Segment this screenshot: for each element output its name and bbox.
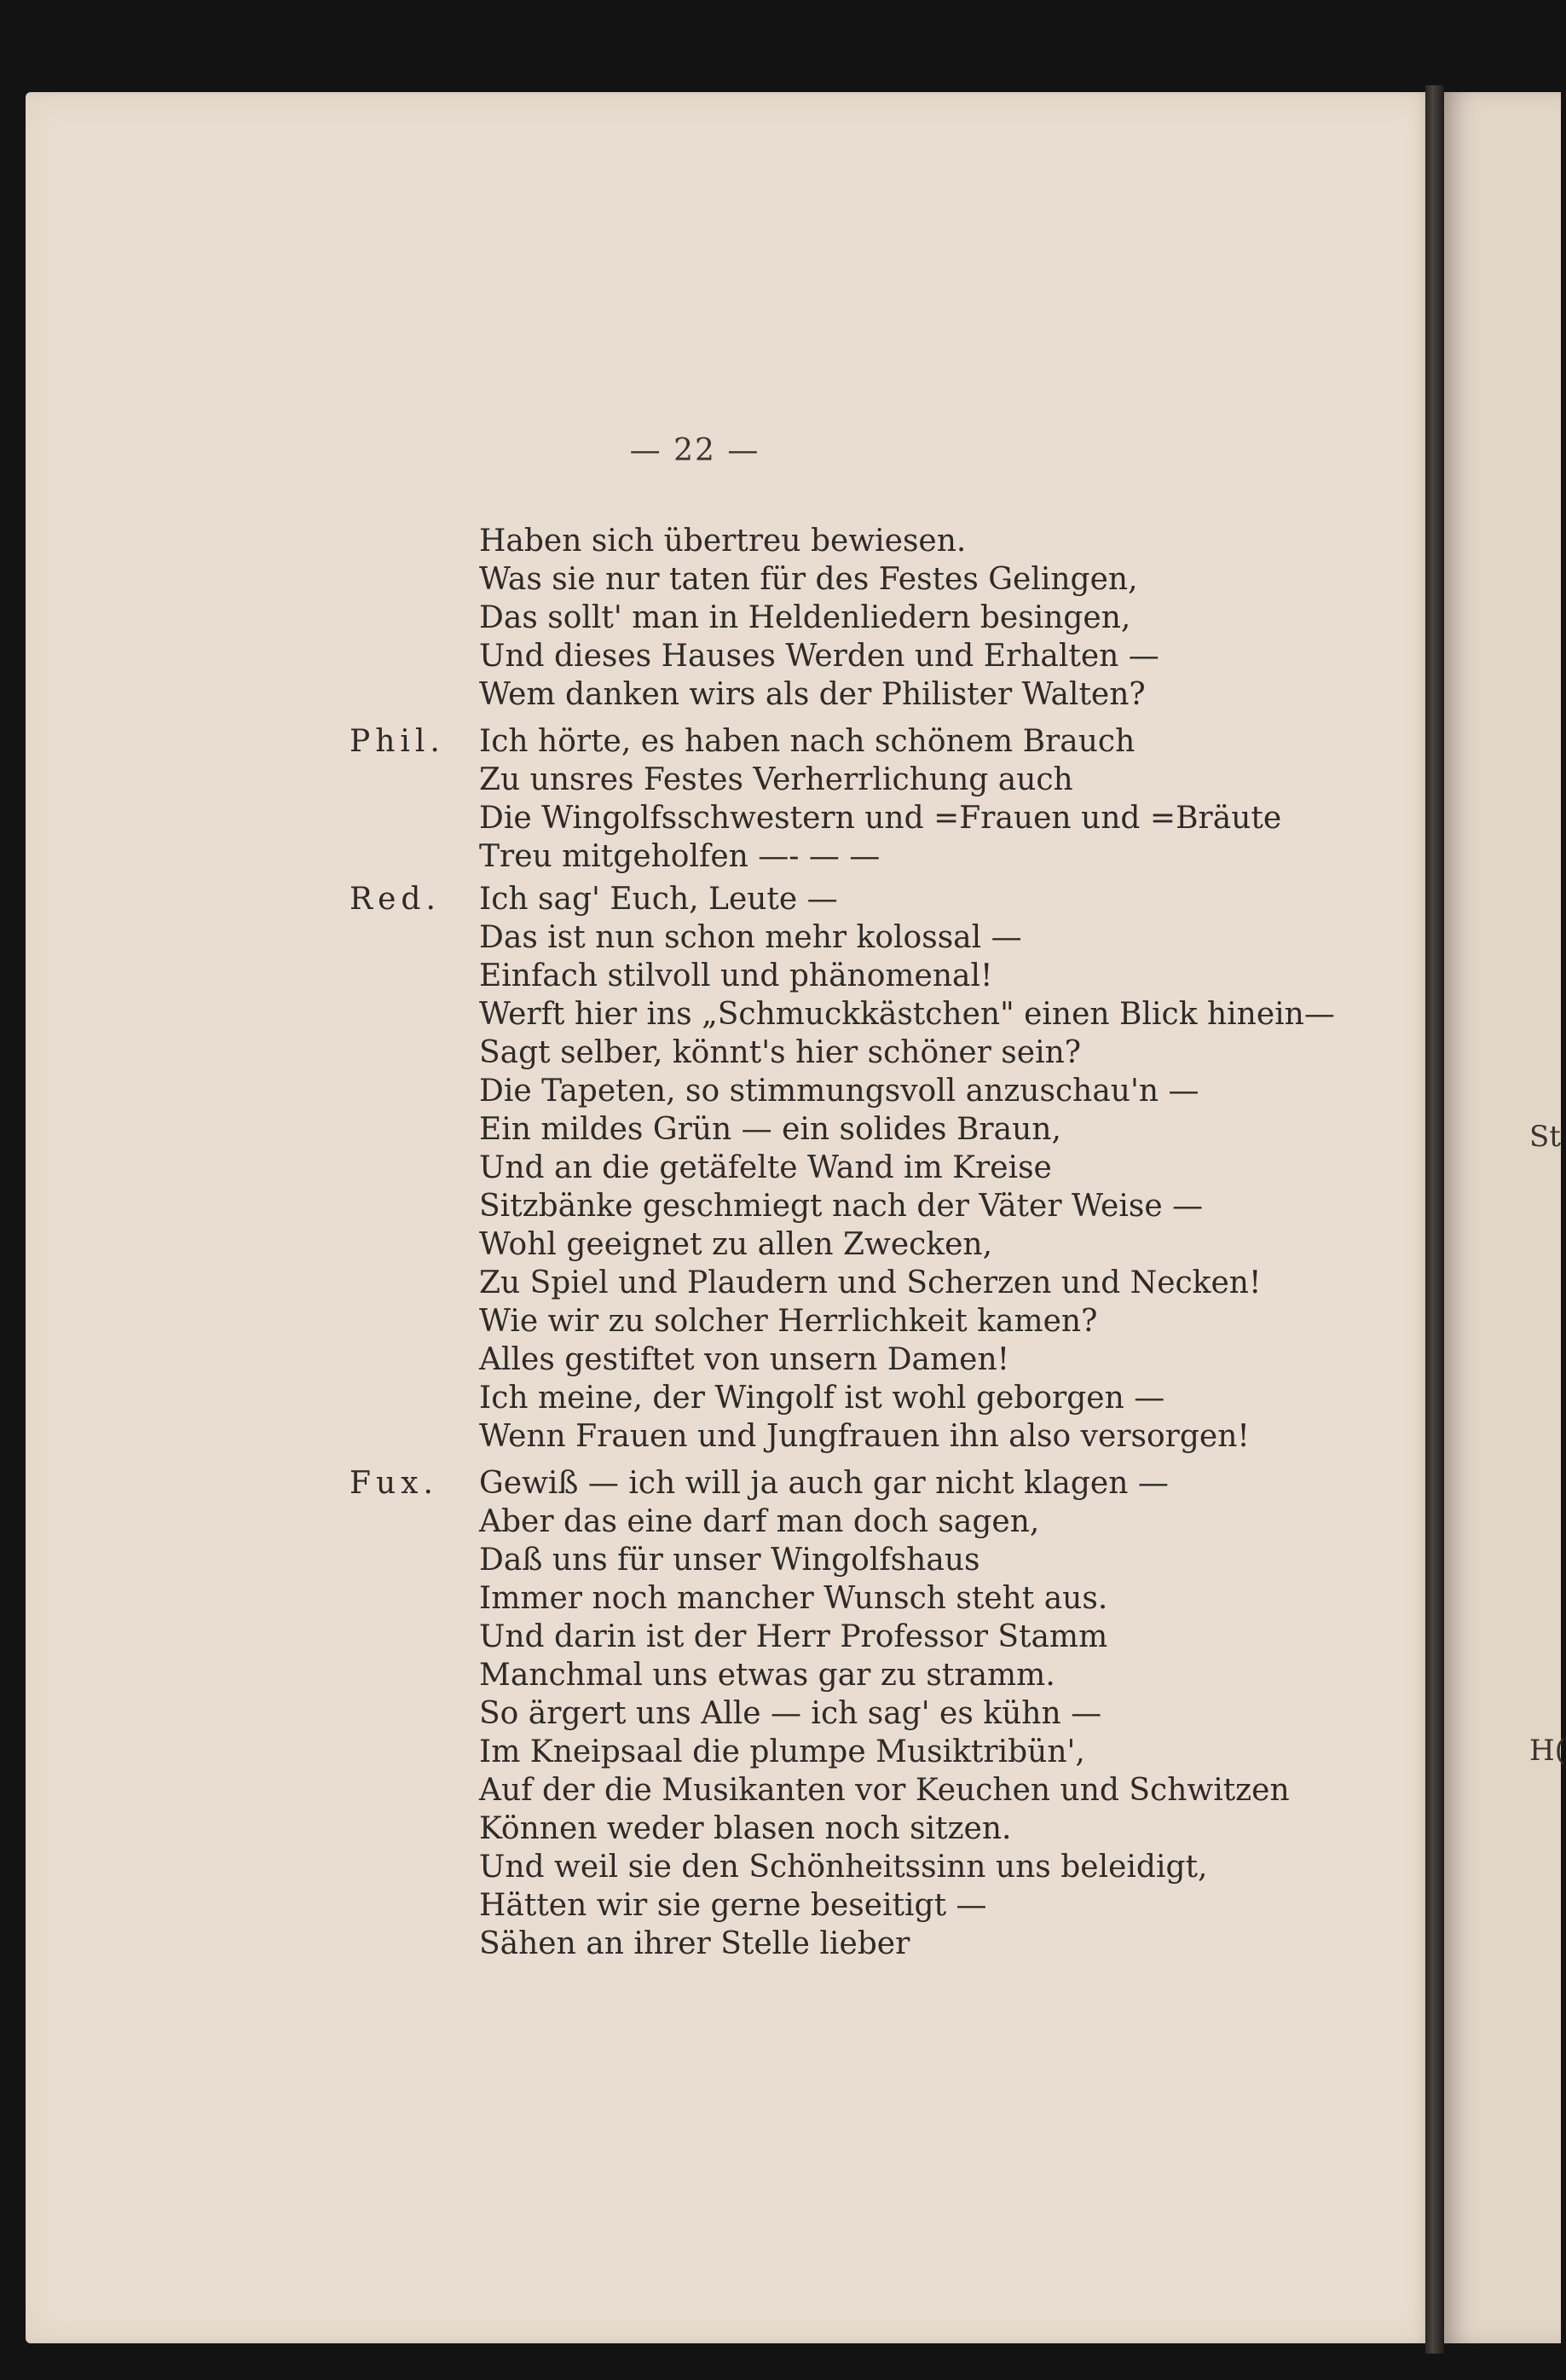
verse-line: Auf der die Musikanten vor Keuchen und Schwitzen (479, 1773, 1290, 1808)
verse-line: Sähen an ihrer Stelle lieber (479, 1926, 910, 1961)
verse-line: Manchmal uns etwas gar zu stramm. (479, 1658, 1055, 1693)
verse-line: Hätten wir sie gerne beseitigt — (479, 1888, 987, 1923)
verse-line: Im Kneipsaal die plumpe Musiktribün', (479, 1734, 1085, 1769)
speaker-phil: Phil. (350, 724, 445, 759)
verse-line: Die Wingolfsschwestern und =Frauen und =Bräute (479, 801, 1282, 836)
verse-line: Ich sag' Euch, Leute — (479, 882, 838, 917)
speaker-fux: Fux. (350, 1466, 438, 1501)
verse-line: Wenn Frauen und Jungfrauen ihn also versorgen! (479, 1419, 1250, 1454)
verse-line: Die Tapeten, so stimmungsvoll anzuschau'n — (479, 1074, 1199, 1109)
verse-line: Und weil sie den Schönheitssinn uns beleidigt, (479, 1850, 1208, 1885)
page-number: — 22 — (629, 433, 760, 468)
next-page-fragment: St (1529, 1120, 1561, 1154)
book-page (26, 92, 1432, 2343)
next-page-fragment: H( (1529, 1734, 1566, 1768)
verse-line: Zu unsres Festes Verherrlichung auch (479, 762, 1073, 797)
verse-line: Treu mitgeholfen —- — — (479, 839, 881, 874)
verse-line: Und an die getäfelte Wand im Kreise (479, 1150, 1052, 1185)
verse-line: Das ist nun schon mehr kolossal — (479, 920, 1022, 955)
verse-line: Das sollt' man in Heldenliedern besingen, (479, 600, 1131, 635)
verse-line: Und dieses Hauses Werden und Erhalten — (479, 639, 1159, 674)
book-gutter (1425, 85, 1444, 2354)
verse-line: Einfach stilvoll und phänomenal! (479, 958, 993, 993)
verse-line: Wohl geeignet zu allen Zwecken, (479, 1227, 993, 1262)
verse-line: Haben sich übertreu bewiesen. (479, 524, 967, 559)
verse-line: So ärgert uns Alle — ich sag' es kühn — (479, 1696, 1102, 1731)
verse-line: Wem danken wirs als der Philister Walten? (479, 677, 1146, 712)
verse-line: Ein mildes Grün — ein solides Braun, (479, 1112, 1061, 1147)
next-page-edge (1444, 92, 1566, 2343)
verse-line: Ich hörte, es haben nach schönem Brauch (479, 724, 1135, 759)
verse-line: Und darin ist der Herr Professor Stamm (479, 1619, 1108, 1654)
verse-line: Werft hier ins „Schmuckkästchen" einen Blick hinein— (479, 997, 1335, 1032)
verse-line: Immer noch mancher Wunsch steht aus. (479, 1581, 1108, 1616)
verse-line: Wie wir zu solcher Herrlichkeit kamen? (479, 1304, 1098, 1339)
verse-line: Alles gestiftet von unsern Damen! (479, 1342, 1010, 1377)
verse-line: Sitzbänke geschmiegt nach der Väter Weise — (479, 1189, 1204, 1224)
verse-line: Aber das eine darf man doch sagen, (479, 1504, 1040, 1539)
verse-line: Daß uns für unser Wingolfshaus (479, 1543, 980, 1578)
verse-line: Können weder blasen noch sitzen. (479, 1811, 1012, 1846)
verse-line: Gewiß — ich will ja auch gar nicht klagen — (479, 1466, 1169, 1501)
verse-line: Sagt selber, könnt's hier schöner sein? (479, 1035, 1082, 1070)
verse-line: Zu Spiel und Plaudern und Scherzen und Necken! (479, 1265, 1262, 1300)
verse-line: Ich meine, der Wingolf ist wohl geborgen — (479, 1381, 1165, 1416)
speaker-red: Red. (350, 882, 441, 917)
verse-line: Was sie nur taten für des Festes Gelingen, (479, 562, 1138, 597)
